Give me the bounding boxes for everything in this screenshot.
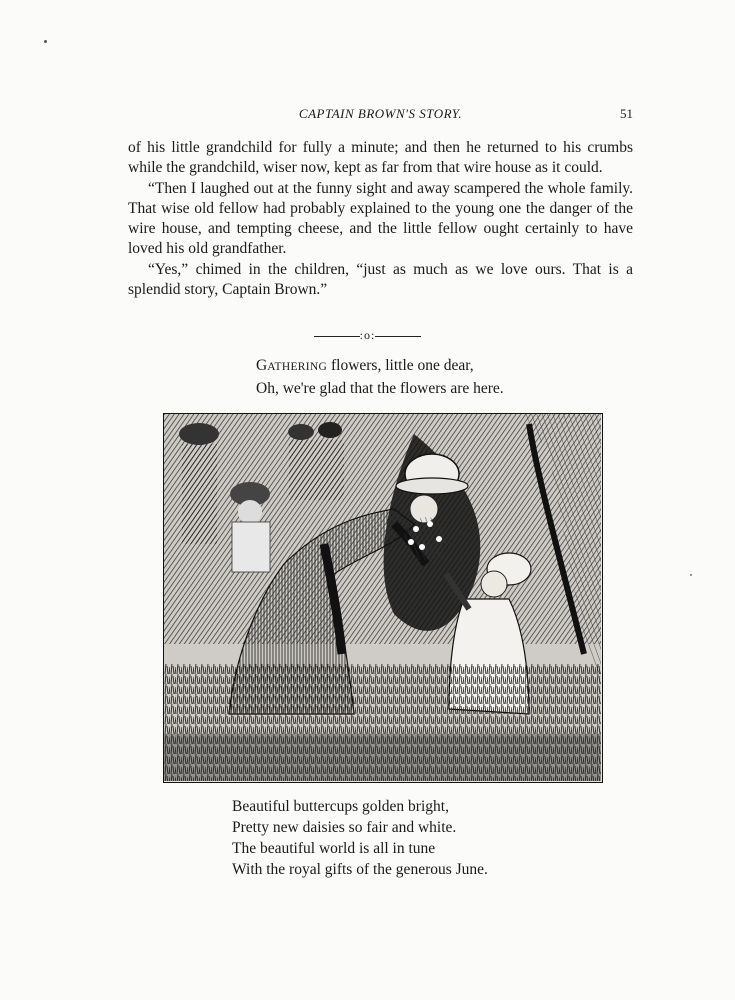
margin-speck	[690, 574, 692, 576]
running-head	[128, 106, 633, 126]
paragraph: of his little grandchild for fully a minute; and then he returned to his crumbs while the grandchild, wiser now, kept as far from that wire house as it could.	[128, 139, 633, 177]
verse-line: The beautiful world is all in tune	[232, 840, 436, 857]
paragraph: “Yes,” chimed in the children, “just as much as we love ours. That is a splendid story, Captain Brown.”	[128, 260, 633, 299]
separator-rule-left	[314, 336, 360, 337]
foreground-shadow	[164, 734, 601, 781]
engraving-illustration	[163, 413, 603, 783]
verse-top	[256, 355, 504, 399]
small-caps-initial: G	[256, 357, 268, 374]
small-caps-word: ATHERING	[267, 361, 328, 373]
engraving-picture	[164, 414, 601, 781]
margin-speck	[44, 40, 47, 43]
verse-bottom	[232, 796, 488, 880]
running-title: CAPTAIN BROWN'S STORY.	[298, 106, 463, 121]
verse-line: Pretty new daisies so fair and white.	[232, 819, 457, 836]
verse-line: With the royal gifts of the generous June.	[232, 861, 488, 878]
flower-bouquet	[404, 517, 448, 561]
verse-line: Oh, we're glad that the flowers are here.	[256, 380, 504, 397]
verse-line: Beautiful buttercups golden bright,	[232, 798, 449, 815]
verse-line	[256, 355, 504, 378]
paragraph: “Then I laughed out at the funny sight and away scampered the whole family. That wise old fellow had probably explained to the young one the danger of the wire house, and tempting cheese, and the little fellow ought certainly to have loved his old grandfather.	[128, 179, 633, 258]
section-separator	[0, 328, 735, 343]
verse-line-rest: flowers, little one dear,	[327, 357, 474, 374]
separator-ornament: :o:	[359, 328, 376, 342]
separator-rule-right	[375, 336, 421, 337]
body-text	[128, 138, 633, 300]
page-number: 51	[620, 106, 633, 121]
